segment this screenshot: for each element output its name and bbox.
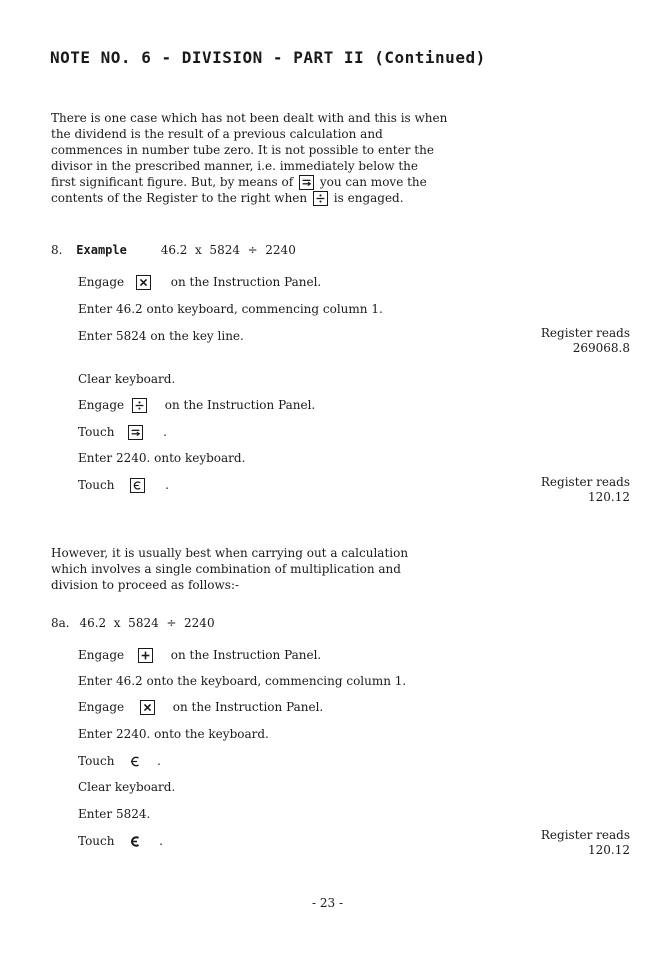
ex8a-step-5-post: .	[157, 754, 161, 768]
register-reading-1	[541, 326, 630, 356]
example-8-expression: 46.2 x 5824 ÷ 2240	[160, 243, 296, 257]
however-line-3: division to proceed as follows:-	[51, 578, 240, 592]
clear-symbol-icon	[128, 834, 143, 849]
ex8a-step-8-post: .	[159, 834, 163, 848]
intro-line-2: the dividend is the result of a previous calculation and	[51, 127, 383, 141]
example-8-number: 8.	[51, 243, 63, 257]
register-value: 120.12	[588, 490, 630, 504]
intro-line-5a: first significant figure. But, by means of	[51, 175, 294, 189]
ex8-step-8-pre: Touch	[78, 478, 115, 492]
ex8-step-5-pre: Engage	[78, 398, 125, 412]
ex8a-step-3	[78, 699, 323, 715]
register-reading-3	[541, 828, 630, 858]
example-8a-expression: 46.2 x 5824 ÷ 2240	[79, 616, 215, 630]
shift-right-key-icon	[128, 425, 143, 440]
ex8a-step-8	[78, 833, 163, 849]
ex8-step-6-pre: Touch	[78, 425, 115, 439]
ex8-step-3: Enter 5824 on the key line.	[78, 329, 244, 343]
page-number: - 23 -	[312, 896, 344, 910]
register-value: 269068.8	[572, 341, 630, 355]
clear-symbol-icon	[128, 754, 143, 769]
register-reading-2	[541, 475, 630, 505]
ex8-step-7: Enter 2240. onto keyboard.	[78, 451, 246, 465]
ex8a-step-3-post: on the Instruction Panel.	[172, 700, 324, 714]
example-8-header	[51, 242, 296, 258]
example-8a-header	[51, 615, 215, 631]
multiply-key-icon	[140, 700, 155, 715]
divide-key-icon	[313, 191, 328, 206]
ex8-step-6	[78, 424, 167, 440]
register-label: Register reads	[540, 475, 630, 489]
register-label: Register reads	[540, 326, 630, 340]
ex8-step-6-post: .	[163, 425, 167, 439]
ex8a-step-6: Clear keyboard.	[78, 780, 176, 794]
ex8-step-1-pre: Engage	[78, 275, 125, 289]
register-value: 120.12	[588, 843, 630, 857]
ex8a-step-4: Enter 2240. onto the keyboard.	[78, 727, 269, 741]
intro-line-6b: is engaged.	[333, 191, 404, 205]
ex8-step-2: Enter 46.2 onto keyboard, commencing column 1.	[78, 302, 383, 316]
clear-key-icon	[130, 478, 145, 493]
ex8a-step-1	[78, 647, 321, 663]
divide-key-icon	[132, 398, 147, 413]
ex8a-step-3-pre: Engage	[78, 700, 125, 714]
ex8a-step-8-pre: Touch	[78, 834, 115, 848]
multiply-key-icon	[136, 275, 151, 290]
intro-line-4: divisor in the prescribed manner, i.e. immediately below the	[51, 159, 419, 173]
shift-right-key-icon	[299, 175, 314, 190]
ex8a-step-5	[78, 753, 161, 769]
intro-line-5	[51, 174, 427, 190]
ex8a-step-5-pre: Touch	[78, 754, 115, 768]
ex8-step-1-post: on the Instruction Panel.	[170, 275, 322, 289]
ex8-step-5-post: on the Instruction Panel.	[164, 398, 316, 412]
ex8a-step-1-post: on the Instruction Panel.	[170, 648, 322, 662]
intro-line-5b: you can move the	[319, 175, 427, 189]
intro-line-3: commences in number tube zero. It is not possible to enter the	[51, 143, 434, 157]
however-line-2: which involves a single combination of multiplication and	[51, 562, 401, 576]
example-8a-number: 8a.	[51, 616, 70, 630]
ex8-step-5	[78, 397, 315, 413]
plus-key-icon	[138, 648, 153, 663]
intro-line-1: There is one case which has not been dealt with and this is when	[51, 111, 448, 125]
intro-line-6	[51, 190, 404, 206]
ex8a-step-2: Enter 46.2 onto the keyboard, commencing column 1.	[78, 674, 407, 688]
ex8a-step-7: Enter 5824.	[78, 807, 151, 821]
ex8-step-4: Clear keyboard.	[78, 372, 176, 386]
ex8a-step-1-pre: Engage	[78, 648, 125, 662]
however-line-1: However, it is usually best when carrying out a calculation	[51, 546, 409, 560]
intro-line-6a: contents of the Register to the right when	[51, 191, 308, 205]
register-label: Register reads	[540, 828, 630, 842]
ex8-step-1	[78, 274, 321, 290]
page-title: NOTE NO. 6 - DIVISION - PART II (Continued)	[50, 48, 486, 67]
ex8-step-8	[78, 477, 169, 493]
example-8-label: Example	[76, 243, 127, 257]
ex8-step-8-post: .	[165, 478, 169, 492]
